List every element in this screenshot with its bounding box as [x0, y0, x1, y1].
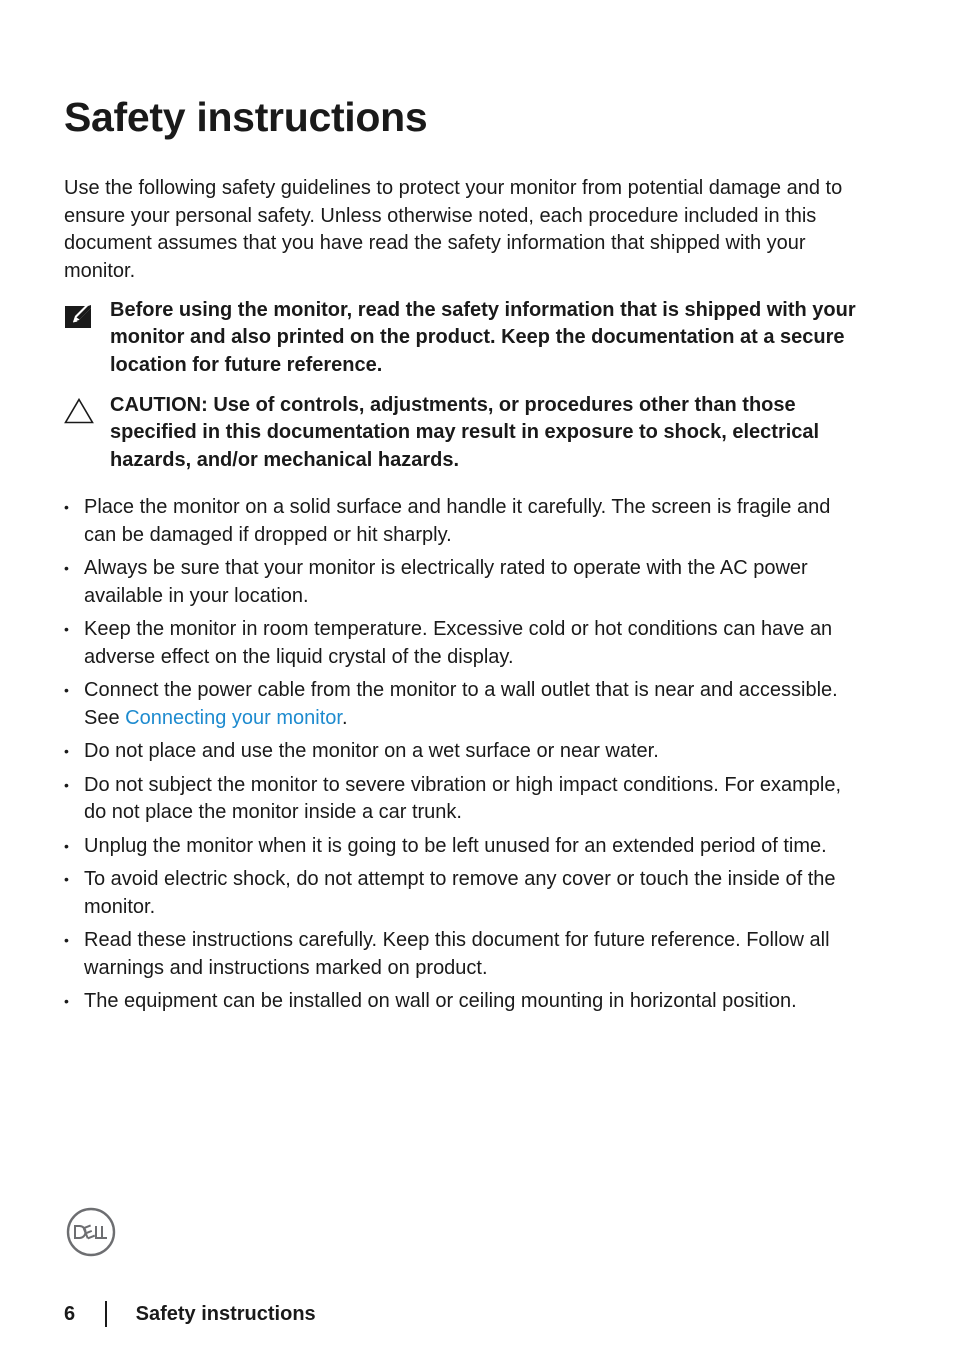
bullet-marker: • — [64, 621, 69, 638]
page-title: Safety instructions — [64, 94, 428, 140]
bullet-marker: • — [64, 682, 69, 699]
list-item-text-end: . — [341, 707, 348, 730]
bullet-marker: • — [64, 560, 69, 577]
bullet-marker: • — [64, 743, 69, 760]
caution-text: CAUTION: Use of controls, adjustments, or procedures other than those specified in this documentation may result in exposure to shock, electrical hazards, and/or mechanical hazards. — [110, 394, 820, 471]
note-pencil-icon — [64, 305, 92, 334]
list-item-text: Unplug the monitor when it is going to be left unused for an extended period of time. — [84, 834, 827, 857]
list-item-text: Always be sure that your monitor is electrically rated to operate with the AC power available in your location. — [84, 557, 808, 607]
bullet-marker: • — [64, 993, 69, 1010]
list-item — [64, 555, 864, 611]
bullet-marker: • — [64, 499, 69, 515]
list-item — [64, 677, 864, 733]
list-item — [64, 772, 864, 828]
list-item-text: Do not subject the monitor to severe vibration or high impact conditions. For example, do not place the monitor inside a car trunk. — [84, 773, 842, 824]
note-text: Before using the monitor, read the safety information that is shipped with your monitor and also printed on the product. Keep the documentation at a secure location for future reference. — [110, 299, 856, 376]
list-item-text: Do not place and use the monitor on a wet surface or near water. — [84, 740, 659, 763]
page-number: 6 — [64, 1303, 76, 1325]
list-item-text: Connect the power cable from the monitor to a wall outlet that is near and accessible. See — [84, 679, 838, 730]
list-item — [64, 616, 864, 672]
list-item-text: Place the monitor on a solid surface and handle it carefully. The screen is fragile and can be damaged if dropped or hit sharply. — [84, 496, 831, 546]
note-block — [64, 297, 864, 379]
bullet-marker: • — [64, 837, 69, 854]
list-item — [64, 738, 864, 766]
caution-triangle-icon — [64, 398, 94, 429]
dell-logo-icon — [66, 1207, 116, 1262]
list-item-text: The equipment can be installed on wall or ceiling mounting in horizontal position. — [84, 990, 797, 1013]
list-item — [64, 866, 864, 922]
footer-section-title: Safety instructions — [135, 1303, 316, 1325]
intro-paragraph: Use the following safety guidelines to protect your monitor from potential damage and to ensure your personal safety. Unless otherwise noted, each procedure included in this document assumes that you have read the safety information that shipped with your monitor. — [64, 177, 843, 282]
list-item — [64, 988, 864, 1016]
list-item-text: Read these instructions carefully. Keep this document for future reference. Follow all warnings and instructions marked on product. — [84, 929, 830, 979]
footer-divider — [105, 1301, 107, 1327]
bullet-marker: • — [64, 776, 69, 793]
bullet-marker: • — [64, 871, 69, 888]
page-footer — [64, 1300, 316, 1328]
safety-bullet-list — [64, 494, 864, 1022]
bullet-marker: • — [64, 932, 69, 949]
list-item — [64, 833, 864, 861]
connecting-monitor-link[interactable]: Connecting your monitor — [125, 707, 342, 730]
caution-block — [64, 392, 864, 474]
list-item-text: Keep the monitor in room temperature. Excessive cold or hot conditions can have an adverse effect on the liquid crystal of the display. — [84, 618, 833, 668]
list-item — [64, 494, 864, 550]
list-item-text: To avoid electric shock, do not attempt to remove any cover or touch the inside of the monitor. — [84, 868, 836, 918]
list-item — [64, 927, 864, 983]
